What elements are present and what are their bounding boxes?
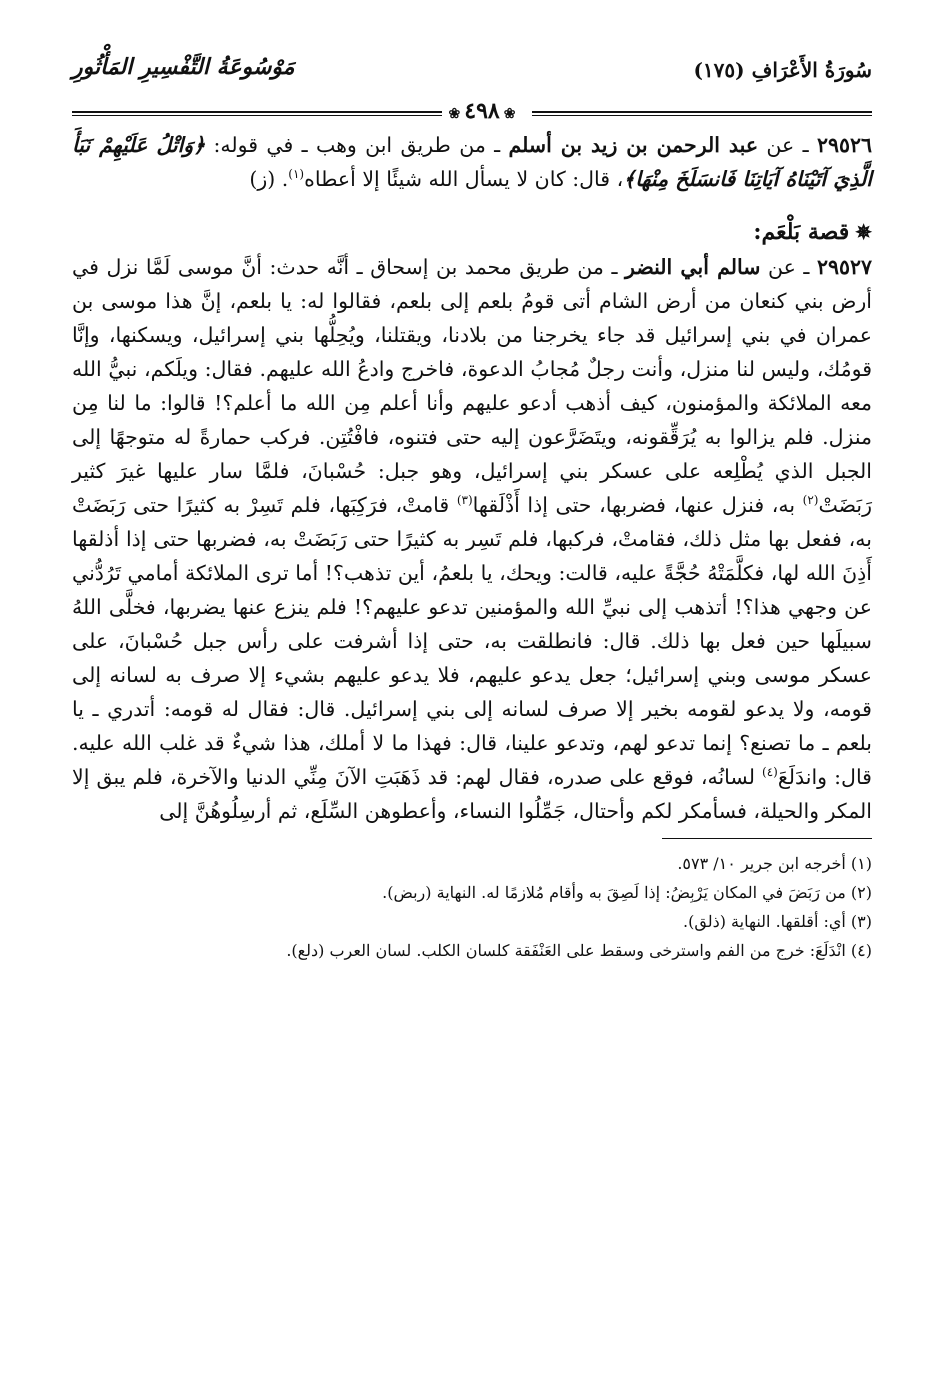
section-heading — [72, 214, 872, 250]
page-number: ٤٩٨ — [464, 98, 500, 124]
ornament-icon: ❀ — [448, 106, 461, 122]
rule-right — [532, 111, 872, 116]
narrator-name: سالم أبي النضر — [625, 255, 761, 279]
page-header — [72, 52, 872, 96]
quran-verse: ﴿وَاتْلُ عَلَيْهِمْ نَبَأَ الَّذِيَ آتَيْنَاهُ آيَاتِنَا فَانسَلَخَ مِنْهَا﴾ — [72, 133, 872, 191]
entry-number: ٢٩٥٢٦ — [816, 133, 872, 157]
header-rule — [72, 98, 872, 128]
entry-text: ، قال: كان لا يسأل الله شيئًا إلا أعطاه — [304, 167, 624, 191]
book-title: مَوْسُوعَةُ التَّفْسِيرِ المَأْثُورِ — [72, 54, 295, 80]
entry-text: ـ من طريق ابن وهب ـ في قوله: — [205, 133, 509, 157]
footnote-ref[interactable]: (٣) — [456, 493, 473, 508]
footnote-ref[interactable]: (٢) — [802, 493, 819, 508]
entry-text: ـ من طريق محمد بن إسحاق ـ أنَّه حدث: أنَّ موسى لَمَّا نزل في أرض بني كنعان من أرض الشام أتى قومُ بلعم إلى بلعم، فقالوا له: يا بلعم، إنَّ هذا موسى بن عمران في بني إسرائيل قد جاء يخرجنا من بلادنا، ويقتلنا، ويُحِلُّها بني إسرائيل، ويسكنها، وإنَّا قومُك، وليس لنا منزل، وأنت رجلٌ مُجابُ الدعوة، فاخرج وادعُ الله عليهم. فقال: ويلَكم، نبيُّ الله معه الملائكة والمؤمنون، كيف أذهب أدعو عليهم وأنا أعلم مِن الله ما أعلم؟! قالوا: ما لنا مِن منزل. فلم يزالوا به يُرَقِّقونه، ويتَضَرَّعون إليه حتى فتنوه، فافْتُتِن. فركب حمارةً له متوجهًا إلى الجبل الذي يُطْلِعه على عسكر بني إسرائيل، وهو جبل: حُسْبانَ، فلمَّا سار عليها غيرَ كثير رَبَضَتْ — [72, 255, 872, 517]
entry-29527 — [72, 250, 872, 828]
footnote-ref[interactable]: (٤) — [762, 765, 778, 780]
entry-text: به، فنزل عنها، فضربها، حتى إذا أَذْلَقها — [472, 493, 803, 517]
section-title: قصة بَلْعَم: — [753, 219, 850, 245]
page-number-block — [437, 98, 527, 124]
footnote-1: (١) أخرجه ابن جرير ١٠/ ٥٧٣. — [677, 854, 872, 873]
star-icon: ✵ — [855, 220, 872, 244]
entry-number: ٢٩٥٢٧ — [816, 255, 872, 279]
narrator-name: عبد الرحمن بن زيد بن أسلم — [508, 133, 759, 157]
footnotes — [72, 849, 872, 965]
entry-text: قامتْ، فرَكِبَها، فلم تَسِرْ به كثيرًا حتى رَبَضَتْ به، ففعل بها مثل ذلك، فقامتْ، فركبها، فلم تَسِر به كثيرًا حتى رَبَضَتْ به، فضربها حتى إذا أذلقها أَذِنَ الله لها، فكلَّمَتْهُ حُجَّةً عليه، قالت: ويحك، يا بلعمُ، أين تذهب؟! أما ترى الملائكة أمامي تَرُدُّني عن وجهي هذا؟! أتذهب إلى نبيِّ الله والمؤمنين تدعو عليهم؟! فلم ينزع عنها يضربها، فخلَّى اللهُ سبيلَها حين فعل بها ذلك. قال: فانطلقت به، حتى إذا أشرفت على رأس جبل حُسْبانَ، على عسكر موسى وبني إسرائيل؛ جعل يدعو عليهم، فلا يدعو عليهم بشيء إلا صرف به لسانه إلى قومه، ولا يدعو لقومه بخير إلا صرف لسانه إلى بني إسرائيل. قال: فقال له قومه: أتدري ـ يا بلعم ـ ما تصنع؟ إنما تدعو لهم، وتدعو علينا، قال: فهذا ما لا أملك، هذا شيءٌ قد غلب الله عليه. قال: واندَلَعَ — [72, 493, 872, 789]
entry-text: ـ عن — [760, 255, 817, 279]
footnote-4: (٤) انْدَلَعَ: خرج من الفم واسترخى وسقط على العَنْفَقة كلسان الكلب. لسان العرب (دلع). — [286, 941, 872, 960]
entry-text: . (ز) — [249, 167, 289, 191]
ornament-icon: ❀ — [503, 106, 516, 122]
footnote-divider — [662, 838, 872, 839]
entry-text: ـ عن — [758, 133, 817, 157]
rule-left — [72, 111, 442, 116]
footnote-2: (٢) من رَبَضَ في المكان يَرْبِضُ: إذا لَصِقَ به وأقام مُلازمًا له. النهاية (ربض). — [382, 883, 872, 902]
footnote-3: (٣) أي: أقلقها. النهاية (ذلق). — [683, 912, 872, 931]
footnote-ref[interactable]: (١) — [288, 167, 305, 182]
surah-label: سُورَةُ الأَعْرَافِ (١٧٥) — [693, 58, 872, 82]
entry-text: لسانُه، فوقع على صدره، فقال لهم: قد ذَهَبَتِ الآنَ مِنِّي الدنيا والآخرة، فلم يبق إلا المكر والحيلة، فسأمكر لكم وأحتال، جَمِّلُوا النساء، وأعطوهن السِّلَع، ثم أرسِلُوهُنَّ إلى — [72, 765, 872, 823]
book-page — [72, 52, 872, 1352]
entry-29526 — [72, 128, 872, 196]
